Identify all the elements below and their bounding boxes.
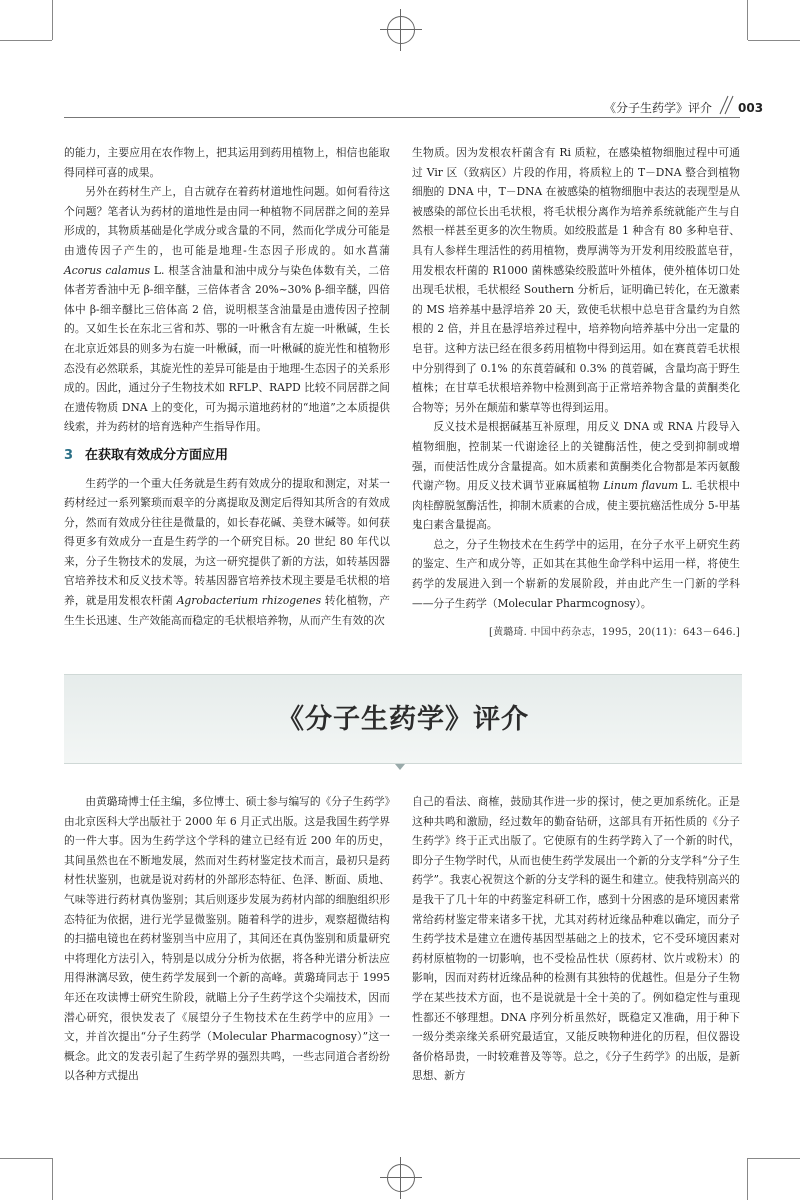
crop-mark-top-right-v [747, 0, 748, 40]
registration-mark-top [387, 16, 415, 44]
bottom-right-column [412, 792, 740, 1086]
crop-mark-bottom-left-h [0, 1158, 52, 1159]
species-name: Linum flavum [603, 479, 679, 493]
crop-mark-bottom-left-v [52, 1158, 53, 1200]
paragraph: 的能力，主要应用在农作物上，把其运用到药用植物上，相信也能取得同样可喜的成果。 [64, 146, 390, 179]
paragraph: 自己的看法、商榷，鼓励其作进一步的探讨，使之更加系统化。正是这种共鸣和激励，经过数年的勤奋钻研，这部具有开拓性质的《分子生药学》终于正式出版了。它使原有的生药学跨入了一个新的时代，即分子生物学时代，从而也使生药学发展出一个新的分支学科“分子生药学”。我衷心祝贺这个新的分支学科的诞生和建立。使我特别高兴的是我干了几十年的中药鉴定科研工作，感到十分困惑的是环境因素常常给药材鉴定带来诸多干扰，尤其对药材近缘品种难以确定，而分子生药学技术是建立在遗传基因型基础之上的技术，它不受环境因素对药材原植物的一切影响，也不受检品性状（原药材、饮片或粉末）的影响，因而对药材近缘品种的检测有其独特的优越性。但是分子生物学在某些技术方面，也不是说就是十全十美的了。例如稳定性与重现性都还不够理想。DNA 序列分析虽然好，既稳定又准确，用于种下一级分类亲缘关系研究最适宜，又能反映物种进化的历程，但仪器设备价格昂贵，一时较难普及等等。总之，《分子生药学》的出版，是新思想、新方 [412, 795, 740, 1083]
section-number: 3 [64, 447, 74, 463]
article-title: 《分子生药学》评介 [277, 704, 529, 735]
species-name: Agrobacterium rhizogenes [176, 594, 322, 608]
paragraph: 由黄璐琦博士任主编，多位博士、硕士参与编写的《分子生药学》由北京医科大学出版社于 2000 年 6 月正式出版。这是我国生药学界的一件大事。因为生药学这个学科的建立已经有近 200 年的历史，其间虽然也在不断地发展，然而对生药材鉴定技术而言，最初只是药材性状鉴别，也就是说对药材的外部形态特征、色泽、断面、质地、气味等进行药材真伪鉴别；其后则逐步发展为药材内部的细胞组织形态特征为依据，进行光学显微鉴别。随着科学的进步，观察超微结构的扫描电镜也在药材鉴别当中应用了，其间还在真伪鉴别和质量研究中将理化方法引入，特别是以成分分析为依据，将各种光谱分析法应用得淋漓尽致，使生药学发展到一个新的高峰。黄璐琦同志于 1995 年还在攻读博士研究生阶段，就瞄上分子生药学这个尖端技术，因而潜心研究，很快发表了《展望分子生物技术在生药学中的应用》一文，并首次提出“分子生药学（Molecular Pharmacognosy）”这一概念。此文的发表引起了生药学界的强烈共鸣，一些志同道合者纷纷以各种方式提出 [64, 795, 390, 1083]
page-number: 003 [738, 101, 764, 115]
species-name: Acorus calamus [64, 263, 151, 277]
reference-citation: [黄璐琦. 中国中药杂志，1995，20(11)：643－646.] [488, 627, 740, 639]
crop-mark-bottom-right-h [748, 1158, 800, 1159]
running-header-title: 《分子生药学》评介 [603, 101, 712, 115]
paragraph: 总之，分子生物技术在生药学中的运用，在分子水平上研究生药的鉴定、生产和成分等，正如其在其他生命学科中运用一样，将使生药学的发展进入到一个崭新的发展阶段，并由此产生一门新的学科——分子生药学（Molecular Pharmcognosy）。 [412, 537, 740, 610]
header-rule [64, 117, 740, 118]
paragraph: 另外在药材生产上，自古就存在着药材道地性问题。如何看待这个问题？笔者认为药材的道地性是由同一种植物不同居群之间的差异形成的，其物质基础是化学成分或含量的不同，然而化学成分可能是由遗传因子产生的，也可能是地理-生态因子形成的。如水菖蒲 Acorus calamus L. 根茎含油量和油中成分与染色体数有关，二倍体者芳香油中无 β-细辛醚，三倍体者含 20%~30% β-细辛醚，四倍体中 β-细辛醚比三倍体高 2 倍，说明根茎含油量是由遗传因子控制的。又如生长在东北三省和苏、鄂的一叶楸含有左旋一叶楸碱，生长在北京近郊县的则多为右旋一叶楸碱，而一叶楸碱的旋光性和植物形态没有必然联系，其旋光性的差异可能是由于地理-生态因子的关系形成的。因此，通过分子生物技术如 RFLP、RAPD 比较不同居群之间在遗传物质 DNA 上的变化，可为揭示道地药材的“地道”之本质提供线索，并为药材的培育选种产生指导作用。 [64, 185, 390, 434]
crop-mark-top-left-v [52, 0, 53, 40]
top-right-column [412, 143, 740, 643]
section-title: 在获取有效成分方面应用 [85, 447, 229, 463]
paragraph: 反义技术是根据碱基互补原理，用反义 DNA 或 RNA 片段导入植物细胞，控制某一代谢途径上的关键酶活性，使之受到抑制或增强，而使活性成分含量提高。如木质素和黄酮类化合物都是苯丙氨酸代谢产物。用反义技术调节亚麻属植物 Linum flavum L. 毛状根中肉桂醇脱氢酶活性，抑制木质素的合成，使主要抗癌活性成分 5-甲基鬼臼素含量提高。 [412, 420, 740, 532]
crop-mark-top-right-h [748, 40, 800, 41]
registration-mark-bottom [387, 1164, 415, 1192]
bottom-left-column [64, 792, 390, 1086]
paragraph: 生物质。因为发根农杆菌含有 Ri 质粒，在感染植物细胞过程中可通过 Vir 区（致病区）片段的作用，将质粒上的 T－DNA 整合到植物细胞的 DNA 中，T－DNA 在被感染的植物细胞中表达的表现型是从被感染的部位长出毛状根，将毛状根分离作为培养系统就能产生与自然根一样甚至更多的次生物质。如绞股蓝是 1 种含有 80 多种皂苷、具有人参样生理活性的药用植物，费厚满等为开发利用绞股蓝皂苷，用发根农杆菌的 R1000 菌株感染绞股蓝叶外植体，使外植体切口处出现毛状根，毛状根经 Southern 分析后，证明确已转化，在无激素的 MS 培养基中悬浮培养 20 天，致使毛状根中总皂苷含量约为自然根的 2 倍，并且在悬浮培养过程中，培养物向培养基中分出一定量的皂苷。这种方法已经在很多药用植物中得到运用。如在赛莨菪毛状根中分别得到了 0.1% 的东莨菪碱和 0.3% 的莨菪碱，含量均高于野生植株；在甘草毛状根培养物中检测到高于正常培养物含量的黄酮类化合物等；另外在颠茄和紫草等也得到运用。 [412, 146, 740, 414]
header-slash-decoration [716, 94, 738, 116]
section-heading [64, 446, 390, 466]
crop-mark-top-left-h [0, 40, 52, 41]
article-title-banner [64, 674, 742, 764]
banner-arrow-icon [395, 764, 405, 770]
paragraph: 生药学的一个重大任务就是生药有效成分的提取和测定，对某一药材经过一系列繁琐而艰辛的分离提取及测定后得知其所含的有效成分，然而有效成分往往是微量的，如长春花碱、美登木碱等。如何获得更多有效成分一直是生药学的一个研究目标。20 世纪 80 年代以来，分子生物技术的发展，为这一研究提供了新的方法，如转基因器官培养技术和反义技术等。转基因器官培养技术现主要是毛状根的培养，就是用发根农杆菌 Agrobacterium rhizogenes 转化植物，产生生长迅速、生产效能高而稳定的毛状根培养物，从而产生有效的次 [64, 476, 390, 627]
crop-mark-bottom-right-v [747, 1158, 748, 1200]
top-left-column [64, 143, 390, 630]
